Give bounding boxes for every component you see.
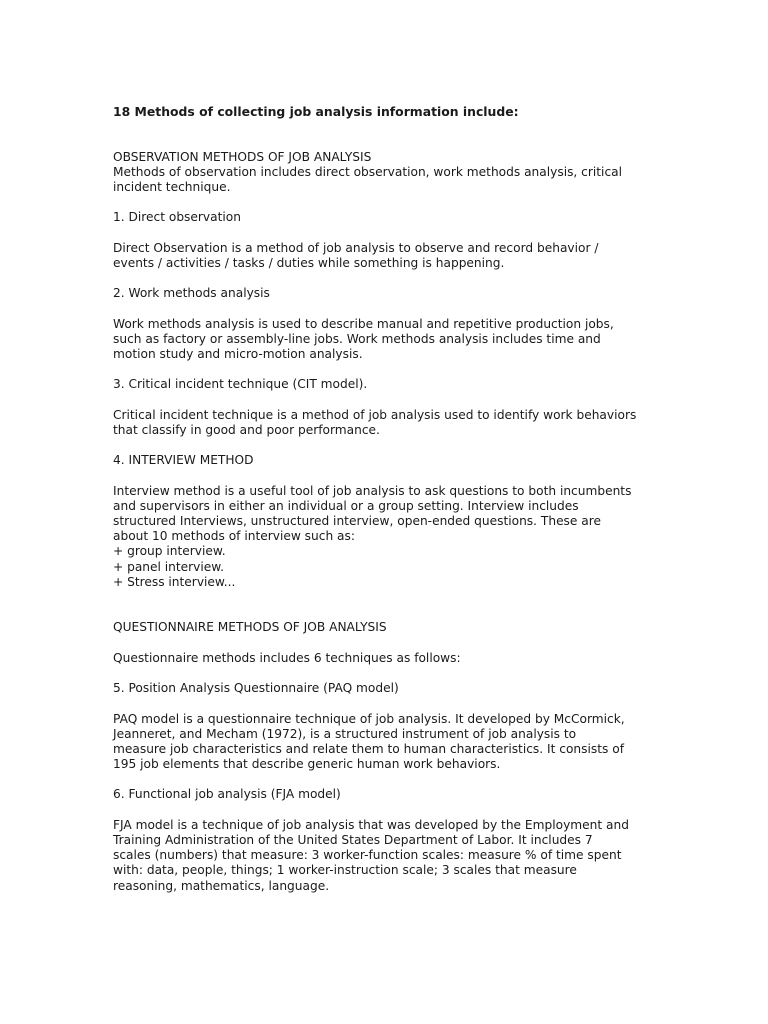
text-line: such as factory or assembly-line jobs. Work methods analysis includes time and (113, 331, 601, 346)
text-line: about 10 methods of interview such as: (113, 529, 355, 544)
text-line: motion study and micro-motion analysis. (113, 347, 363, 361)
text-line (113, 438, 653, 453)
section-heading-observation: OBSERVATION METHODS OF JOB ANALYSIS (113, 149, 372, 164)
subheading-interview-method: 4. INTERVIEW METHOD (113, 453, 254, 468)
text-line (113, 772, 653, 787)
list-item: + panel interview. (113, 559, 224, 574)
section-heading-questionnaire: QUESTIONNAIRE METHODS OF JOB ANALYSIS (113, 620, 387, 635)
subheading-direct-observation: 1. Direct observation (113, 210, 241, 225)
text-line: structured Interviews, unstructured interview, open-ended questions. These are (113, 514, 601, 529)
subheading-paq-model: 5. Position Analysis Questionnaire (PAQ model) (113, 681, 399, 696)
text-line: incident technique. (113, 179, 231, 194)
text-line (113, 119, 653, 134)
text-line (113, 195, 653, 210)
text-line: Interview method is a useful tool of job analysis to ask questions to both incumbents (113, 483, 632, 498)
list-item: + Stress interview... (113, 574, 236, 589)
subheading-critical-incident-technique: 3. Critical incident technique (CIT model). (113, 377, 368, 392)
text-line (113, 803, 653, 818)
text-line (113, 636, 653, 651)
text-line (113, 301, 653, 316)
text-line: and supervisors in either an individual or a group setting. Interview includes (113, 498, 579, 513)
text-line: events / activities / tasks / duties while something is happening. (113, 255, 505, 270)
text-line: Training Administration of the United States Department of Labor. It includes 7 (113, 833, 593, 847)
text-line: 195 job elements that describe generic human work behaviors. (113, 757, 501, 772)
text-line (113, 590, 653, 605)
text-line (113, 271, 653, 286)
text-line: PAQ model is a questionnaire technique of job analysis. It developed by McCormick, (113, 711, 625, 726)
text-line: reasoning, mathematics, language. (113, 878, 330, 893)
text-line: Questionnaire methods includes 6 techniques as follows: (113, 650, 461, 665)
text-line: Critical incident technique is a method of job analysis used to identify work behaviors (113, 407, 637, 422)
text-line: scales (numbers) that measure: 3 worker-function scales: measure % of time spent (113, 848, 622, 863)
text-line (113, 666, 653, 681)
text-line (113, 134, 653, 149)
document-title: 18 Methods of collecting job analysis information include: (113, 104, 519, 119)
text-line: Jeanneret, and Mecham (1972), is a structured instrument of job analysis to (113, 726, 577, 741)
text-line: with: data, people, things; 1 worker-instruction scale; 3 scales that measure (113, 863, 577, 878)
text-line (113, 469, 653, 484)
text-line: that classify in good and poor performance. (113, 422, 380, 437)
subheading-fja-model: 6. Functional job analysis (FJA model) (113, 787, 341, 802)
text-line (113, 226, 653, 241)
text-line (113, 605, 653, 620)
text-line (113, 696, 653, 711)
document-body (113, 104, 653, 894)
text-line: Work methods analysis is used to describe manual and repetitive production jobs, (113, 316, 614, 331)
text-line: Methods of observation includes direct observation, work methods analysis, critical (113, 164, 622, 179)
list-item: + group interview. (113, 544, 226, 559)
text-line (113, 393, 653, 408)
text-line: FJA model is a technique of job analysis that was developed by the Employment and (113, 817, 629, 832)
text-line: measure job characteristics and relate them to human characteristics. It consists of (113, 741, 624, 756)
text-line: Direct Observation is a method of job analysis to observe and record behavior / (113, 240, 599, 255)
text-line (113, 362, 653, 377)
subheading-work-methods-analysis: 2. Work methods analysis (113, 286, 270, 301)
